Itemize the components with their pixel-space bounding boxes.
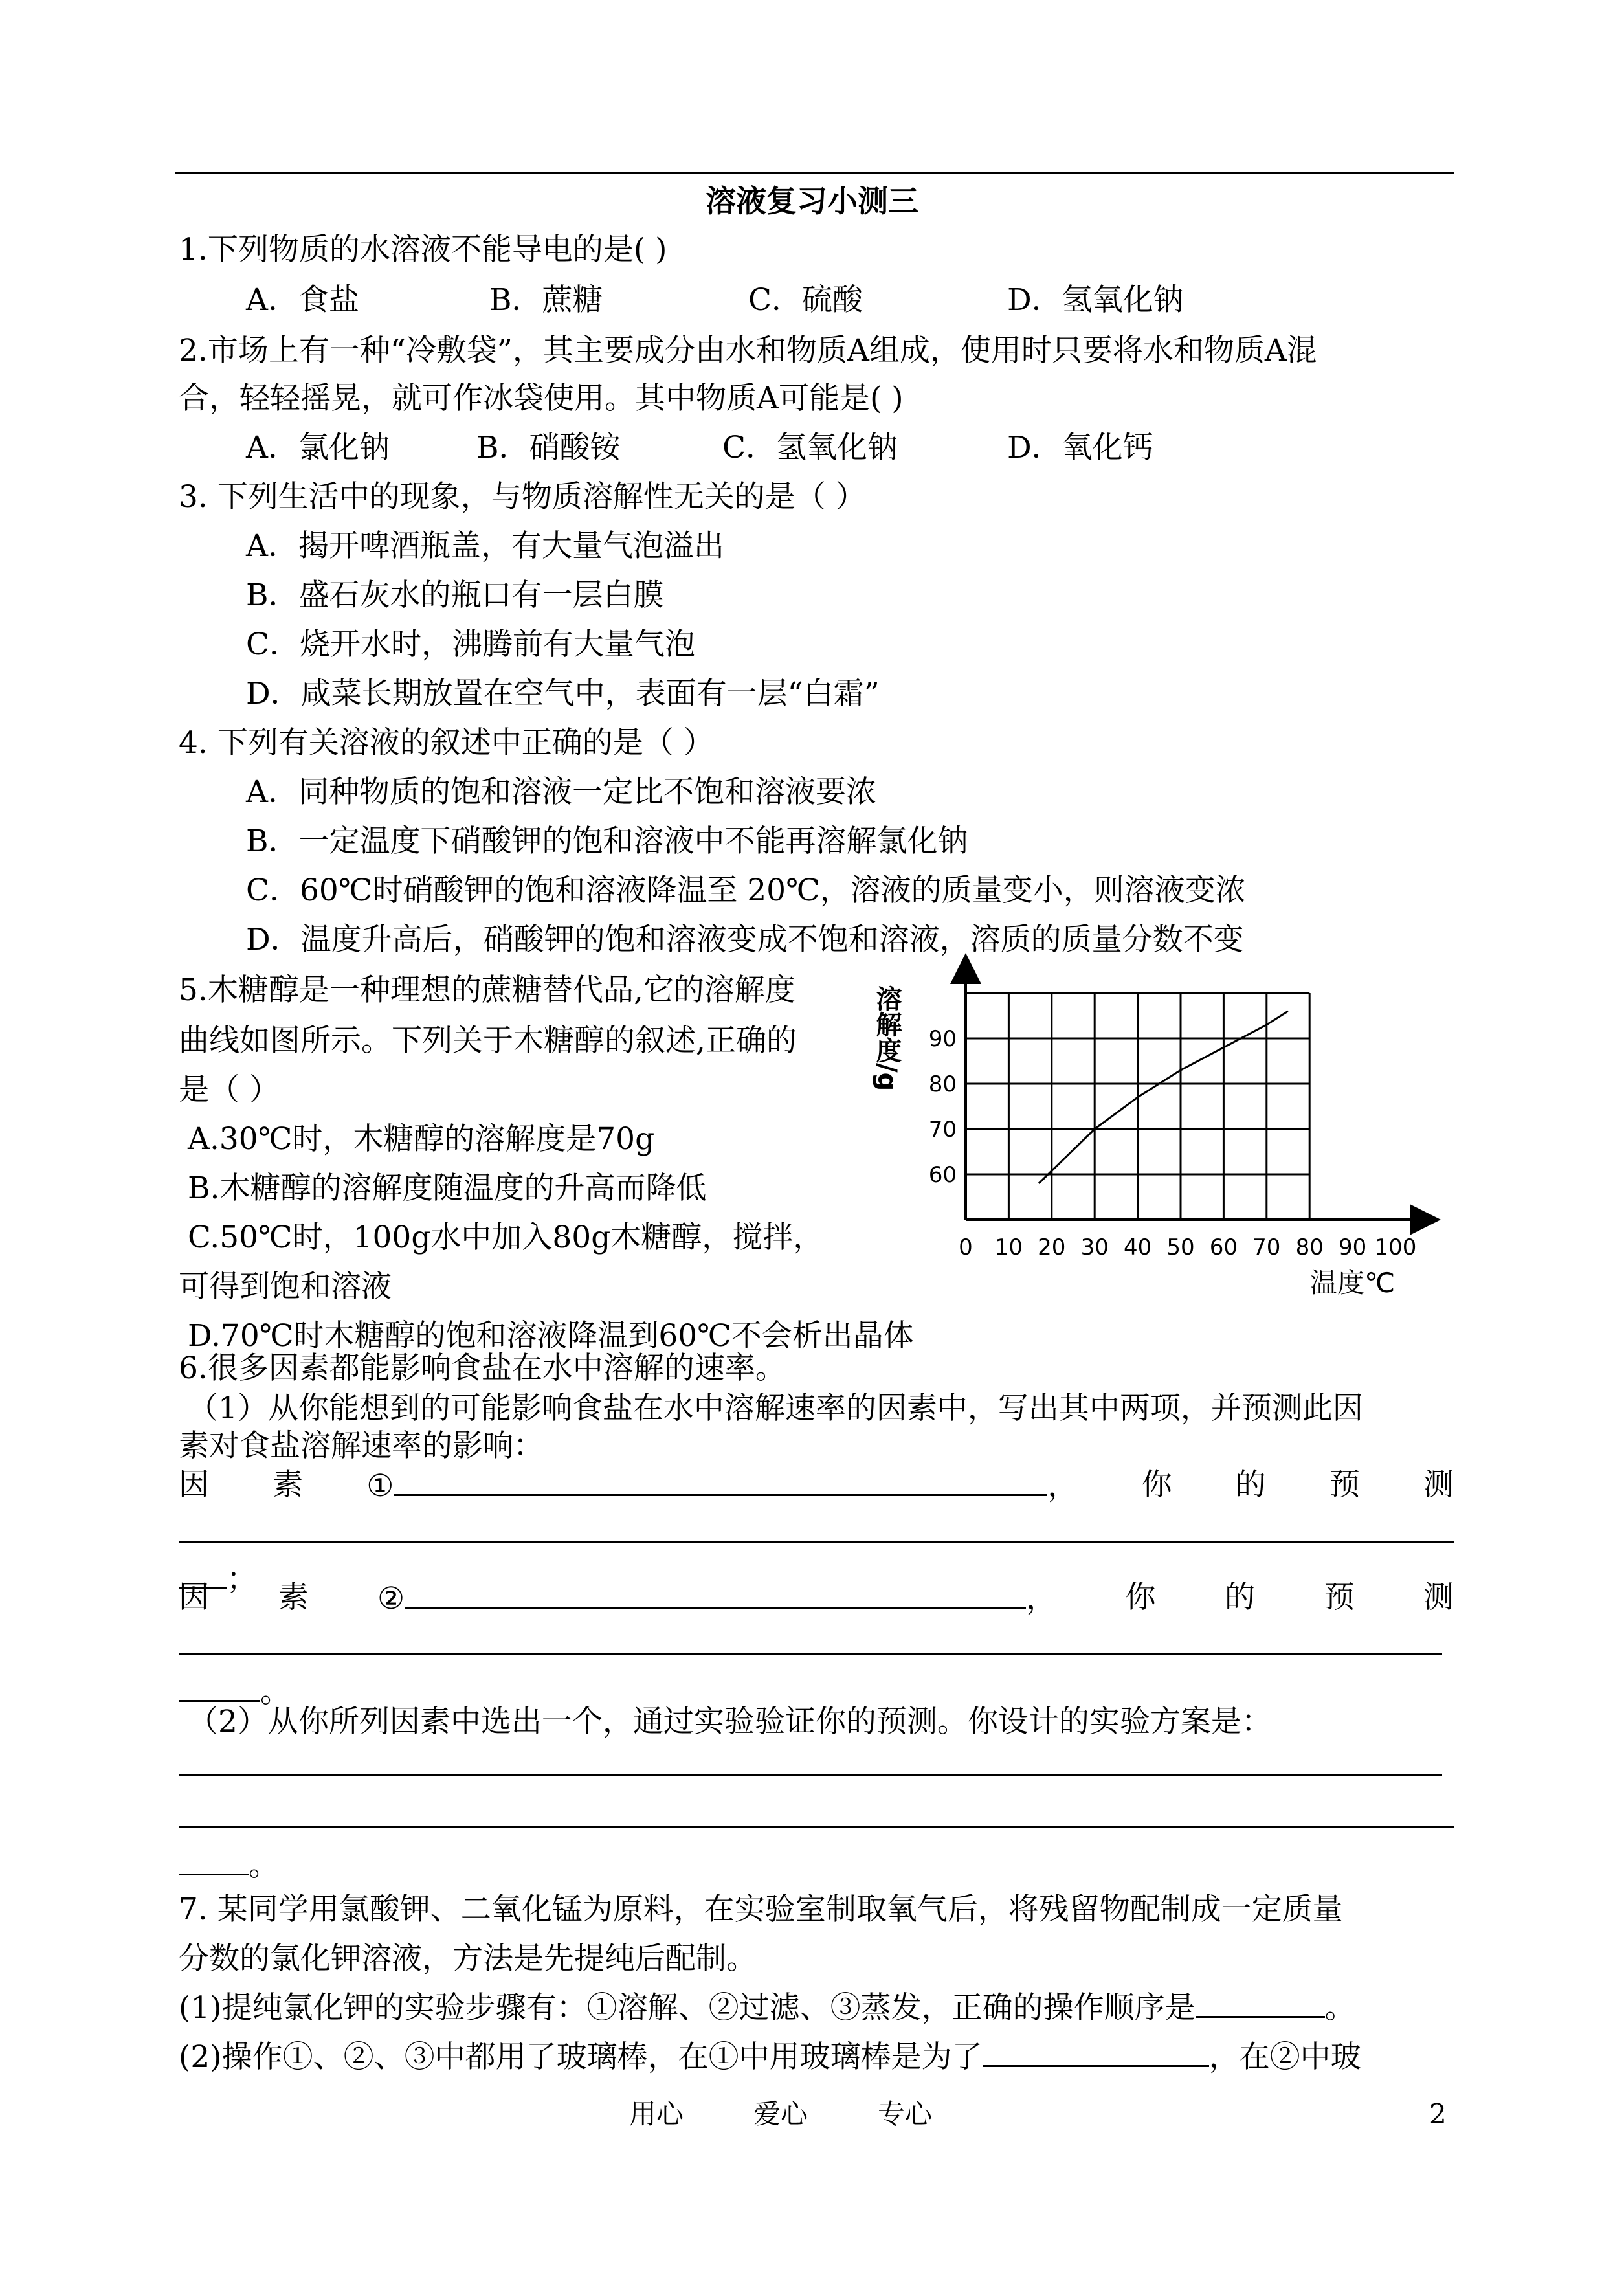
x-tick-label: 20 (1038, 1235, 1066, 1260)
factor1-blank[interactable] (394, 1466, 1047, 1496)
q5-option-c-cont: 可得到饱和溶液 (179, 1269, 392, 1304)
y-axis-title-text: 溶解度/g (872, 985, 902, 1091)
q5-option-a: A.30℃时，木糖醇的溶解度是70g (188, 1121, 655, 1157)
q4-option-a: A．同种物质的饱和溶液一定比不饱和溶液要浓 (246, 774, 876, 810)
factor2-field-group (377, 1578, 1056, 1618)
q4-option-b: B．一定温度下硝酸钾的饱和溶液中不能再溶解氯化钠 (246, 823, 968, 859)
solubility-curve (1039, 1011, 1288, 1183)
factor1-char-7: 测 (1423, 1467, 1454, 1503)
prediction2-blank-end[interactable] (179, 1672, 260, 1702)
footer-motto-1: 用心 (629, 2098, 684, 2130)
order-blank[interactable] (1196, 1987, 1325, 2018)
factor1-field-group (366, 1466, 1078, 1506)
factor2-char-6: 预 (1324, 1580, 1355, 1615)
q1-stem: 1.下列物质的水溶液不能导电的是( ) (179, 232, 667, 267)
y-tick-label: 70 (928, 1117, 957, 1143)
footer-motto-3: 专心 (878, 2098, 933, 2130)
q5-line2: 曲线如图所示。下列关于木糖醇的叙述,正确的 (179, 1023, 797, 1058)
x-tick-label: 90 (1338, 1235, 1367, 1260)
q7-step2-end: ，在②中玻 (1208, 2039, 1361, 2075)
q3-option-c: C．烧开水时，沸腾前有大量气泡 (246, 627, 695, 662)
q4-option-c: C．60℃时硝酸钾的饱和溶液降温至 20℃，溶液的质量变小，则溶液变浓 (246, 873, 1246, 908)
q6-factor2-row (179, 1578, 1454, 1618)
page-title: 溶液复习小测三 (706, 184, 918, 219)
q6-factor1-row (179, 1466, 1454, 1506)
x-tick-labels (959, 1235, 1416, 1260)
factor2-char-0: 因 (179, 1580, 209, 1615)
q2-option-b: B．硝酸铵 (476, 430, 621, 465)
purpose-blank[interactable] (983, 2037, 1209, 2067)
x-tick-label: 50 (1166, 1235, 1195, 1260)
plan-period: 。 (249, 1848, 279, 1883)
q1-option-a: A．食盐 (246, 282, 359, 318)
x-tick-label: 40 (1123, 1235, 1152, 1260)
factor2-comma: ， (1026, 1581, 1057, 1616)
x-tick-label: 60 (1209, 1235, 1238, 1260)
footer-motto-2: 爱心 (753, 2098, 808, 2130)
factor2-char-1: 素 (278, 1580, 309, 1615)
y-tick-labels (929, 1026, 957, 1188)
x-tick-label: 70 (1252, 1235, 1281, 1260)
q2-option-a: A．氯化钠 (246, 430, 390, 465)
q2-option-d: D．氧化钙 (1007, 430, 1153, 465)
q7-line2: 分数的氯化钾溶液，方法是先提纯后配制。 (179, 1941, 757, 1976)
factor2-blank[interactable] (405, 1578, 1026, 1609)
page-number: 2 (1429, 2098, 1447, 2130)
chart-grid (966, 993, 1309, 1220)
q5-line1: 5.木糖醇是一种理想的蔗糖替代品,它的溶解度 (179, 972, 795, 1008)
q6-part2: （2）从你所列因素中选出一个，通过实验验证你的预测。你设计的实验方案是： (188, 1704, 1272, 1739)
factor2-marker: ② (377, 1581, 405, 1616)
factor1-char-5: 的 (1235, 1467, 1266, 1503)
plan-blank-line-2[interactable] (179, 1826, 1454, 1828)
q3-stem: 3. 下列生活中的现象，与物质溶解性无关的是（ ） (179, 479, 866, 515)
plan-blank-line-1[interactable] (179, 1774, 1442, 1776)
header-rule (175, 172, 1454, 174)
y-tick-label: 90 (928, 1026, 957, 1052)
q1-option-b: B．蔗糖 (489, 282, 603, 318)
q6-stem: 6.很多因素都能影响食盐在水中溶解的速率。 (179, 1350, 786, 1386)
q6-part1-line1: （1）从你能想到的可能影响食盐在水中溶解速率的因素中，写出其中两项，并预测此因 (188, 1391, 1363, 1426)
q3-option-b: B．盛石灰水的瓶口有一层白膜 (246, 577, 664, 613)
prediction1-semicolon: ； (227, 1561, 257, 1597)
plan-tail (179, 1845, 279, 1885)
x-axis-title: 温度℃ (1310, 1267, 1396, 1299)
prediction2-period: 。 (260, 1674, 291, 1710)
y-axis-title (872, 985, 902, 1091)
prediction2-blank-line[interactable] (179, 1653, 1442, 1655)
q3-option-a: A．揭开啤酒瓶盖，有大量气泡溢出 (246, 528, 724, 564)
q7-step1-text: (1)提纯氯化钾的实验步骤有：①溶解、②过滤、③蒸发，正确的操作顺序是 (179, 1990, 1196, 2026)
y-tick-label: 80 (928, 1071, 957, 1097)
q7-step2 (179, 2037, 1361, 2077)
q1-option-c: C．硫酸 (748, 282, 863, 318)
q7-line1: 7. 某同学用氯酸钾、二氧化锰为原料，在实验室制取氧气后，将残留物配制成一定质量 (179, 1892, 1343, 1927)
q6-part1-line2: 素对食盐溶解速率的影响： (179, 1428, 544, 1464)
q5-option-c: C.50℃时，100g水中加入80g木糖醇，搅拌， (188, 1220, 824, 1255)
q4-option-d: D．温度升高后，硝酸钾的饱和溶液变成不饱和溶液，溶质的质量分数不变 (246, 922, 1244, 957)
q2-line1: 2.市场上有一种“冷敷袋”，其主要成分由水和物质A组成，使用时只要将水和物质A混 (179, 333, 1317, 368)
factor2-char-7: 测 (1423, 1580, 1454, 1615)
plan-blank-end[interactable] (179, 1845, 249, 1875)
y-tick-label: 60 (928, 1162, 957, 1188)
solubility-chart (872, 962, 1451, 1312)
q1-option-d: D．氢氧化钠 (1007, 282, 1184, 318)
factor2-char-4: 你 (1125, 1580, 1156, 1615)
factor1-char-0: 因 (179, 1467, 209, 1503)
factor1-comma: ， (1047, 1468, 1078, 1504)
q3-option-d: D．咸菜长期放置在空气中，表面有一层“白霜” (246, 676, 880, 711)
prediction1-blank-line[interactable] (179, 1541, 1454, 1543)
factor1-marker: ① (366, 1468, 394, 1504)
q7-step2-text: (2)操作①、②、③中都用了玻璃棒，在①中用玻璃棒是为了 (179, 2039, 983, 2075)
q4-stem: 4. 下列有关溶液的叙述中正确的是（ ） (179, 725, 714, 761)
x-tick-label: 0 (959, 1235, 973, 1260)
x-tick-label: 30 (1080, 1235, 1109, 1260)
factor1-char-4: 你 (1141, 1467, 1172, 1503)
factor2-char-5: 的 (1225, 1580, 1256, 1615)
factor1-char-1: 素 (273, 1467, 304, 1503)
q2-option-c: C．氢氧化钠 (722, 430, 898, 465)
x-tick-label: 10 (994, 1235, 1023, 1260)
x-tick-label: 80 (1295, 1235, 1324, 1260)
x-tick-label: 100 (1374, 1235, 1417, 1260)
q5-option-d: D.70℃时木糖醇的饱和溶液降温到60℃不会析出晶体 (188, 1318, 914, 1354)
q7-step1 (179, 1987, 1355, 2028)
q2-line2: 合，轻轻摇晃，就可作冰袋使用。其中物质A可能是( ) (179, 381, 904, 416)
q5-option-b: B.木糖醇的溶解度随温度的升高而降低 (188, 1170, 707, 1206)
q7-step1-end: 。 (1324, 1990, 1355, 2026)
q5-line3: 是（ ） (179, 1072, 280, 1108)
factor1-char-6: 预 (1329, 1467, 1360, 1503)
